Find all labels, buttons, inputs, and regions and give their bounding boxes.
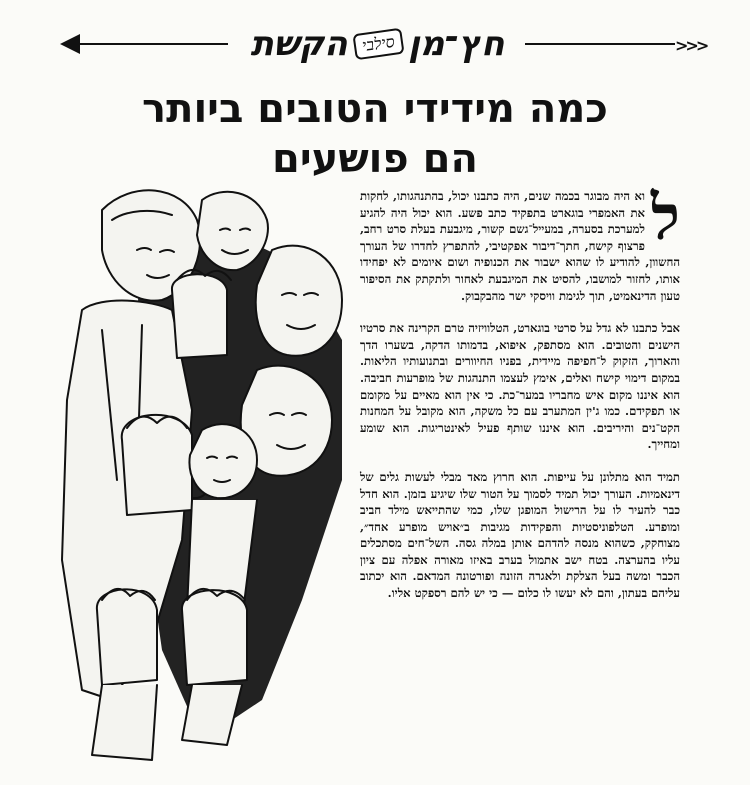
column-logo bbox=[230, 22, 525, 66]
logo-word-left: הקשת bbox=[250, 24, 348, 64]
masthead-rule-left bbox=[78, 43, 228, 45]
article-paragraph-3: תמיד הוא מתלונן על עייפות. הוא חרוץ מאד מבלי לעשות גלים של דינאמיות. העורך יכול תמיד לסמוך על הטור שלו שיגיע בזמן. הוא חדל כבר להעיר לו על הרישול המופגן שלו, כמי שהתייאש מילד חביב ומופרע. הטלפוניסטיות והפקידות מגיבות ב״אויש מופרע אחד״, מצוחקק, כשהוא מנסה להדהם אותן במלה גסה. השל־חים מסתכלים עליו בהערצה. בטח ישב אתמול בערב באיזו מאורה אפלה עם ציון הכבר ומשה בעל הצלקת ולאגרה הזונה ופורטונה המדאם. הוא יכתוב עליהם בעתון, והם לא יעשו לו כלום — כי יש להם רספקט אליו. bbox=[360, 469, 680, 601]
headline bbox=[40, 84, 710, 184]
arrow-head-icon bbox=[60, 34, 80, 54]
logo-word-right: חץ־מן bbox=[408, 24, 505, 64]
masthead-rule-right bbox=[525, 43, 675, 45]
article-paragraph-2: אבל כתבנו לא גדל על סרטי בוגארט, הטלוויזיה טרם הקרינה את סרטיו הישנים והטובים. הוא מסתפק, איפוא, בדמותו הדקה, בשערו הדך והארוך, הזקוק ל־חפיפה מיידית, בפניו החיוורים ובתנועותיו הליאות. במקום דימוי קישח ואלים, אימץ לעצמו התנהגות של מופרעות חביבה. הוא איננו מקום איש מחבריו במער־כת. כי אין הוא מאיים על מקומם או תפקידם. כמו ג'ין המתערב עם כל משקה, הוא מקובל על המחנות הקט־נים והיריבים. הוא איננו שותף פעיל לאינטריגות. הוא שומע ומחייך. bbox=[360, 321, 680, 452]
logo-tag: סילבי bbox=[352, 28, 404, 61]
headline-line-2: הם פושעים bbox=[272, 136, 478, 182]
cartoon-criminals-with-beer-mugs-icon bbox=[42, 180, 352, 770]
article-body bbox=[360, 181, 680, 778]
drop-cap: ל bbox=[650, 181, 680, 254]
headline-line-1: כמה מידידי הטובים ביותר bbox=[142, 86, 608, 132]
article-paragraph-1: וא היה מבוגר בכמה שנים, היה כתבנו יכול, בהתנהגותו, לחקות את האמפרי בוגארט בתפקיד כתב פשע. הוא יכול היה להגיע למערכת בסערה, במעייל־גשם קשור, מיגבעת בעלת סרט רחב, פרצוף קישח, חתך־דיבור אפקטיבי, להתפרץ לחדרו של העורך החשוון, להודיע לו שהוא ישבור את הכנופיה ושום איומים לא יפחידו אותו, לחזור למושבו, להסיט את המיגבעת לאחור ולתקתק את הסיפור טעון הדינאמיט, תוך לגימת וויסקי ישר מהבקבוק. bbox=[360, 189, 680, 303]
arrow-fletching-icon: >>> bbox=[675, 36, 707, 55]
masthead bbox=[60, 22, 707, 66]
